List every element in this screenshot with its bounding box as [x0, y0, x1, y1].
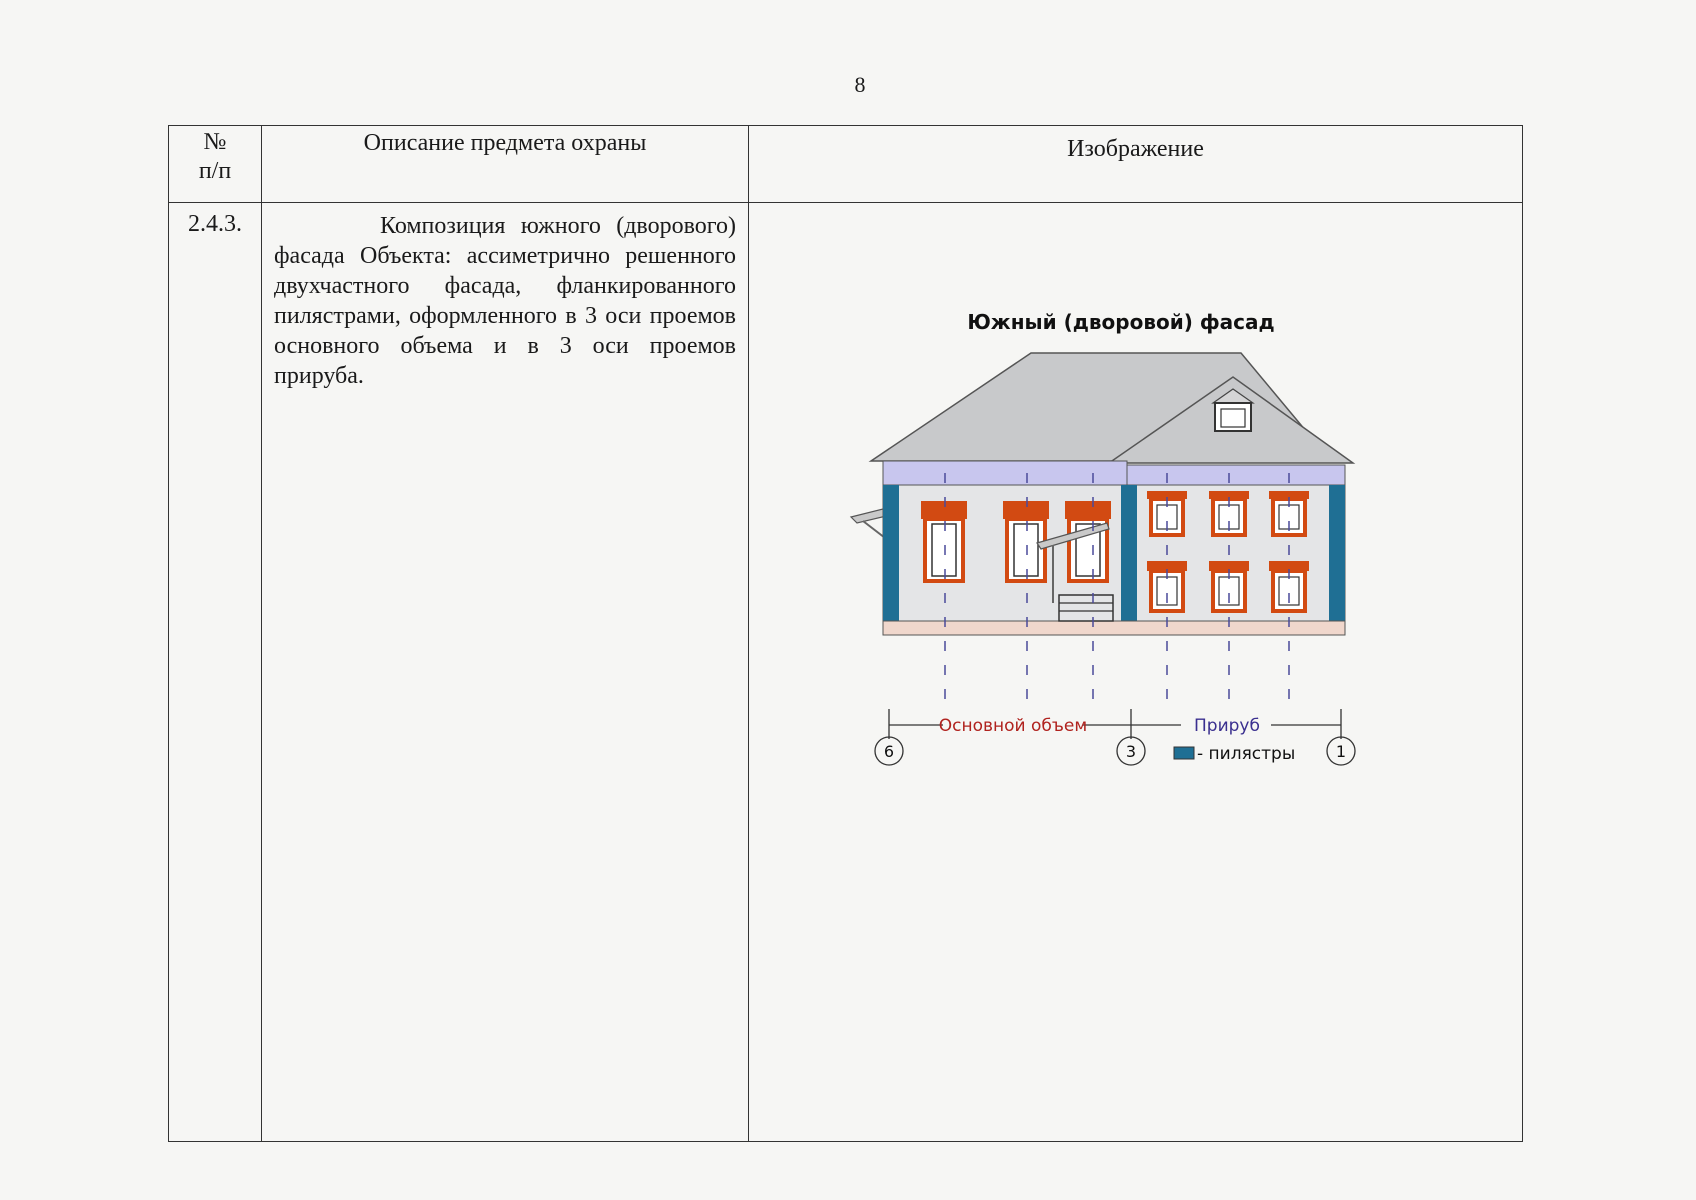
axis-label-1: 1 — [1335, 742, 1347, 761]
row-image-cell — [749, 203, 1523, 1142]
page-number: 8 — [854, 72, 866, 97]
header-description: Описание предмета охраны — [262, 126, 749, 203]
facade-drawing — [841, 243, 1401, 723]
pilaster-right — [1329, 485, 1345, 621]
table-row — [169, 203, 1523, 1142]
row-description-cell — [262, 203, 749, 1142]
main-frieze — [883, 461, 1127, 485]
pilaster-left — [883, 485, 899, 621]
axis-label-6: 6 — [883, 742, 895, 761]
annex-frieze — [1127, 465, 1345, 485]
pilaster-legend-swatch — [1174, 747, 1194, 759]
drawing-title: Южный (дворовой) фасад — [967, 310, 1275, 334]
header-number — [169, 126, 262, 203]
header-number-abbr: п/п — [198, 158, 232, 184]
header-image: Изображение — [749, 126, 1523, 203]
row-number: 2.4.3. — [169, 203, 262, 1142]
table-header-row — [169, 126, 1523, 203]
plinth — [883, 621, 1345, 635]
facade-legend — [841, 703, 1401, 793]
pilaster-middle — [1121, 485, 1137, 621]
main-windows — [921, 501, 1111, 581]
legend-text: - пилястры — [1197, 744, 1296, 764]
main-volume-label: Основной объем — [938, 716, 1088, 736]
annex-label: Прируб — [1194, 716, 1260, 736]
header-number-symbol: № — [203, 129, 227, 155]
axis-label-3: 3 — [1125, 742, 1137, 761]
row-description: Композиция южного (дворового) фасада Объекта: ассиметрично решенного двухчастного фасада, фланкированного пилястрами, оформленного в 3 оси проемов основного объема и в 3 оси проемов прируба. — [274, 213, 736, 389]
protection-table — [168, 125, 1523, 1142]
